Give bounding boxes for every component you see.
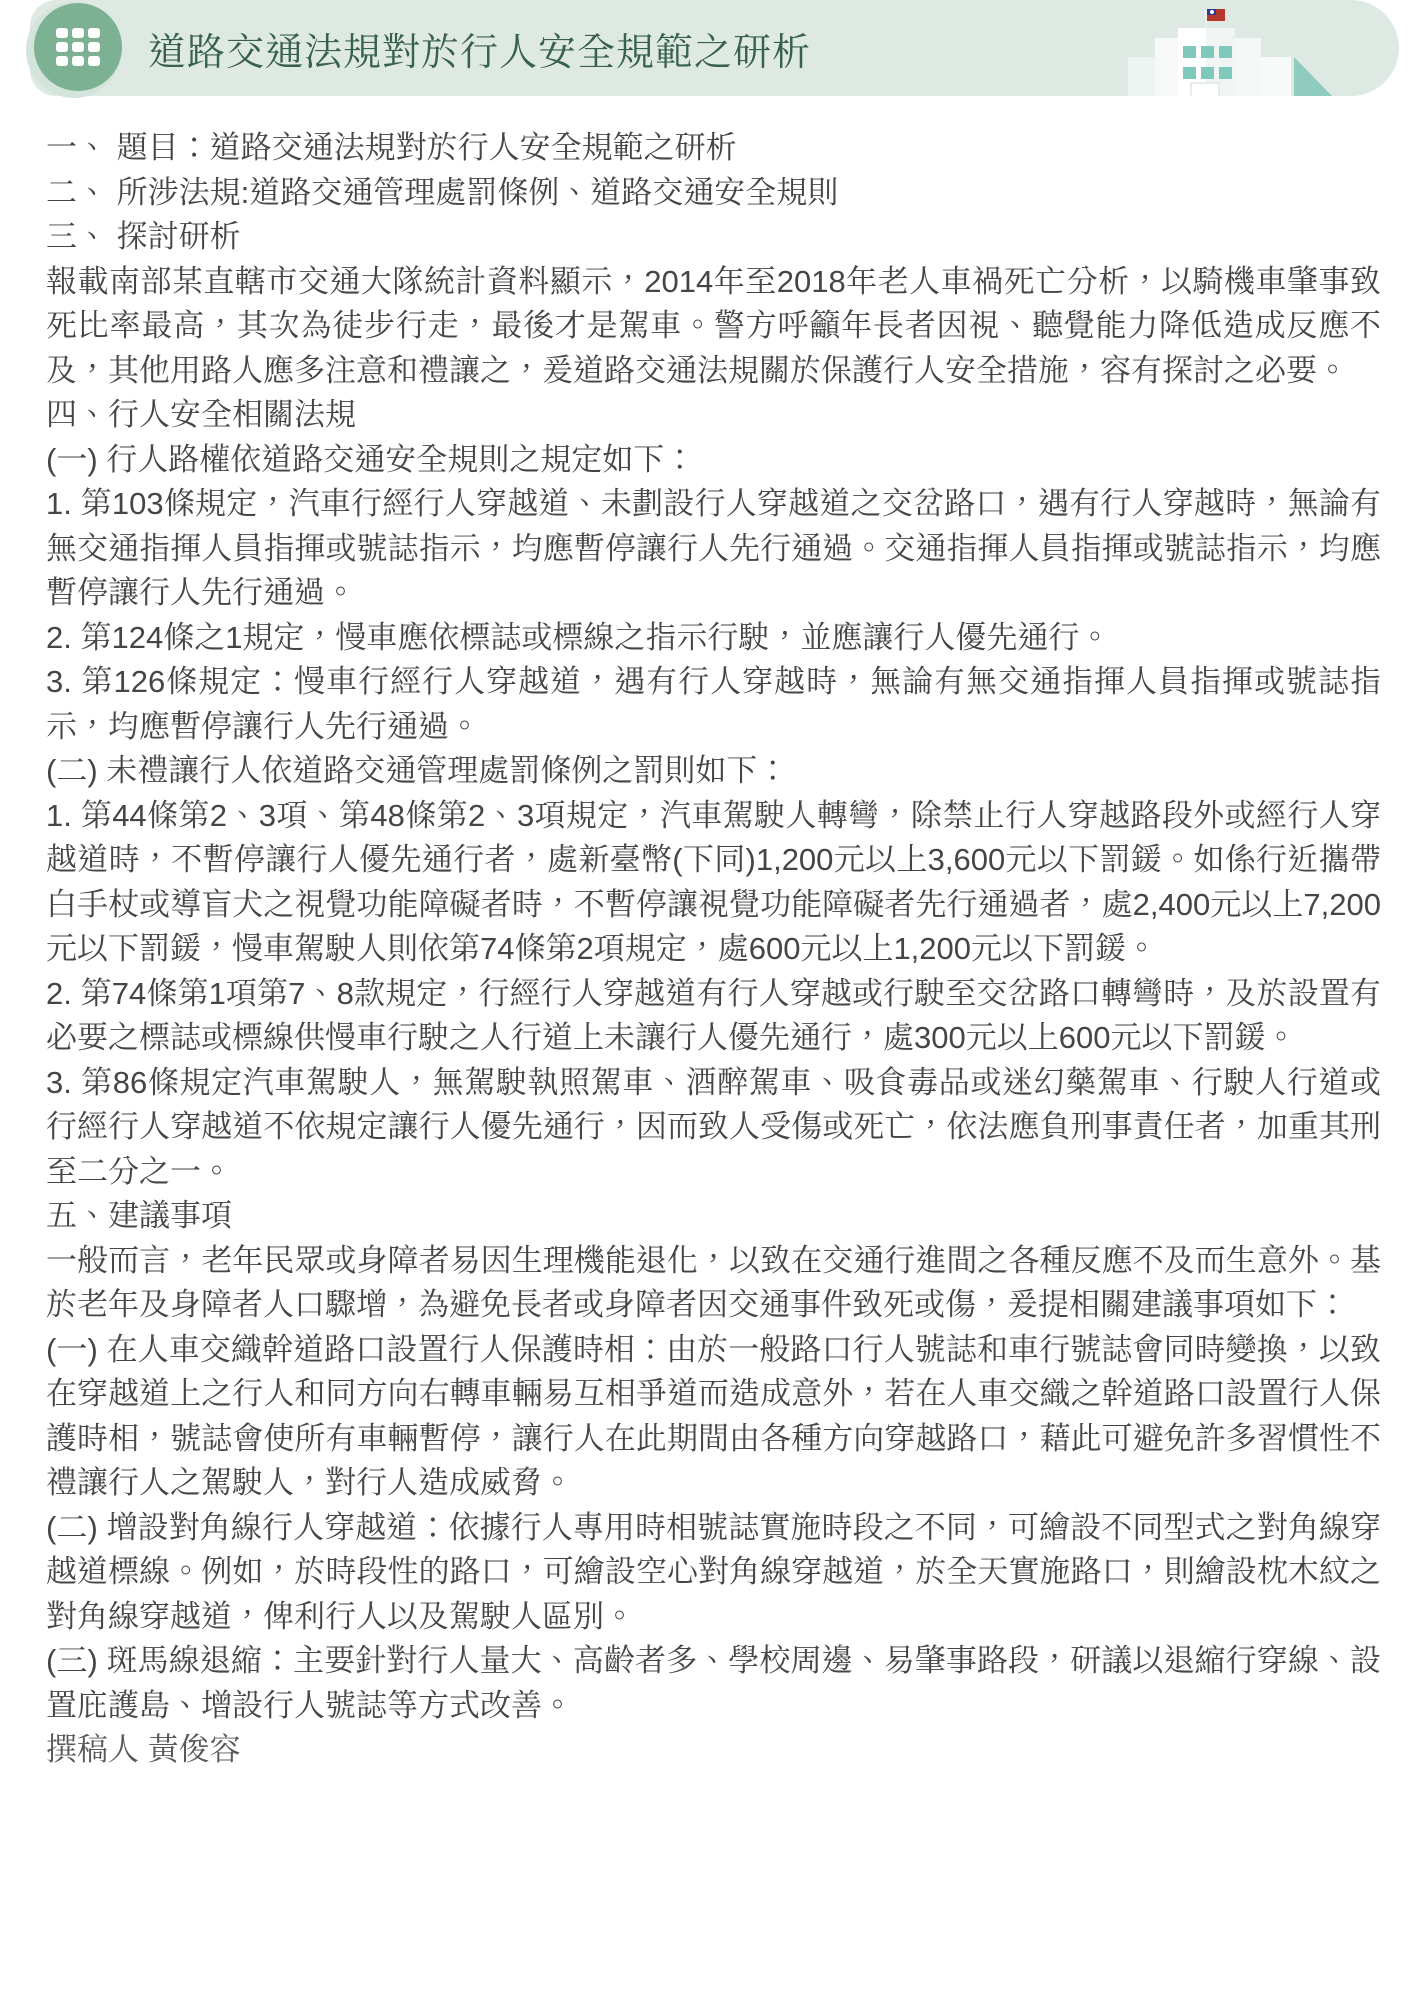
grid-menu-button[interactable] [34, 3, 122, 91]
building-door [1190, 82, 1220, 96]
building-block [1155, 38, 1179, 96]
building-window [1183, 67, 1196, 79]
building-window [1219, 46, 1232, 58]
grid-menu-icon [56, 28, 100, 66]
author-line: 撰稿人 黃俊容 [46, 1732, 241, 1767]
doc-paragraph: (三) 斑馬線退縮：主要針對行人量大、高齡者多、學校周邊、易肇事路段，研議以退縮行穿線、設置庇護島、增設行人號誌等方式改善。 [46, 1643, 1381, 1723]
building-window [1219, 67, 1232, 79]
doc-paragraph: 3. 第126條規定：慢車行經行人穿越道，遇有行人穿越時，無論有無交通指揮人員指揮或號誌指示，均應暫停讓行人先行通過。 [46, 664, 1381, 744]
doc-paragraph: (一) 行人路權依道路交通安全規則之規定如下： [46, 441, 696, 477]
doc-paragraph: 3. 第86條規定汽車駕駛人，無駕駛執照駕車、酒醉駕車、吸食毒品或迷幻藥駕車、行駛人行道或行經行人穿越道不依規定讓行人優先通行，因而致人受傷或死亡，依法應負刑事責任者，加重其刑至二分之一。 [46, 1064, 1381, 1189]
doc-paragraph: 五、建議事項 [46, 1198, 232, 1233]
doc-paragraph: 2. 第124條之1規定，慢車應依標誌或標線之指示行駛，並應讓行人優先通行。 [46, 619, 1111, 655]
doc-paragraph: 二、 所涉法規:道路交通管理處罰條例、道路交通安全規則 [46, 174, 839, 210]
doc-paragraph: (二) 未禮讓行人依道路交通管理處罰條例之罰則如下： [46, 753, 789, 788]
building-block [1235, 38, 1261, 96]
doc-paragraph: 一般而言，老年民眾或身障者易因生理機能退化，以致在交通行進間之各種反應不及而生意外。基於老年及身障者人口驟增，為避免長者或身障者因交通事件致死或傷，爰提相關建議事項如下： [46, 1242, 1381, 1322]
flag-canton [1207, 9, 1216, 15]
page-title: 道路交通法規對於行人安全規範之研析 [148, 31, 812, 74]
doc-paragraph: 一、 題目：道路交通法規對於行人安全規範之研析 [46, 130, 737, 165]
doc-paragraph: (二) 增設對角線行人穿越道：依據行人專用時相號誌實施時段之不同，可繪設不同型式之對角線穿越道標線。例如，於時段性的路口，可繪設空心對角線穿越道，於全天實施路口，則繪設枕木紋之對角線穿越道，俾利行人以及駕駛人區別。 [46, 1509, 1381, 1634]
building-window [1201, 46, 1214, 58]
building-window [1201, 67, 1214, 79]
doc-paragraph: 報載南部某直轄市交通大隊統計資料顯示，2014年至2018年老人車禍死亡分析，以騎機車肇事致死比率最高，其次為徒步行走，最後才是駕車。警方呼籲年長者因視、聽覺能力降低造成反應不及，其他用路人應多注意和禮讓之，爰道路交通法規關於保護行人安全措施，容有探討之必要。 [46, 263, 1381, 388]
page-header [30, 0, 1399, 96]
building-block [1128, 57, 1157, 96]
building-window [1183, 46, 1196, 58]
doc-paragraph: 1. 第44條第2、3項、第48條第2、3項規定，汽車駕駛人轉彎，除禁止行人穿越路段外或經行人穿越道時，不暫停讓行人優先通行者，處新臺幣(下同)1,200元以上3,600元以下罰鍰。如係行近攜帶白手杖或導盲犬之視覺功能障礙者時，不暫停讓視覺功能障礙者先行通過者，處2,400元以上7,200元以下罰鍰，慢車駕駛人則依第74條第2項規定，處600元以上1,200元以下罰鍰。 [46, 797, 1381, 966]
government-building-illustration [1128, 0, 1338, 96]
building-block [1261, 57, 1291, 96]
doc-paragraph: 三、 探討研析 [46, 219, 241, 254]
document-body [0, 96, 1425, 1772]
building-shadow-triangle [1294, 57, 1332, 96]
taiwan-flag-icon [1207, 9, 1225, 21]
flag-sun [1210, 10, 1214, 14]
doc-paragraph: 四、行人安全相關法規 [46, 397, 356, 432]
doc-paragraph: 1. 第103條規定，汽車行經行人穿越道、未劃設行人穿越道之交岔路口，遇有行人穿越時，無論有無交通指揮人員指揮或號誌指示，均應暫停讓行人先行通過。交通指揮人員指揮或號誌指示，均應暫停讓行人先行通過。 [46, 486, 1381, 610]
doc-paragraph: 2. 第74條第1項第7、8款規定，行經行人穿越道有行人穿越或行駛至交岔路口轉彎時，及於設置有必要之標誌或標線供慢車行駛之人行道上未讓行人優先通行，處300元以上600元以下罰鍰。 [46, 975, 1381, 1055]
doc-paragraph: (一) 在人車交織幹道路口設置行人保護時相：由於一般路口行人號誌和車行號誌會同時變換，以致在穿越道上之行人和同方向右轉車輛易互相爭道而造成意外，若在人車交織之幹道路口設置行人保護時相，號誌會使所有車輛暫停，讓行人在此期間由各種方向穿越路口，藉此可避免許多習慣性不禮讓行人之駕駛人，對行人造成威脅。 [46, 1331, 1381, 1500]
